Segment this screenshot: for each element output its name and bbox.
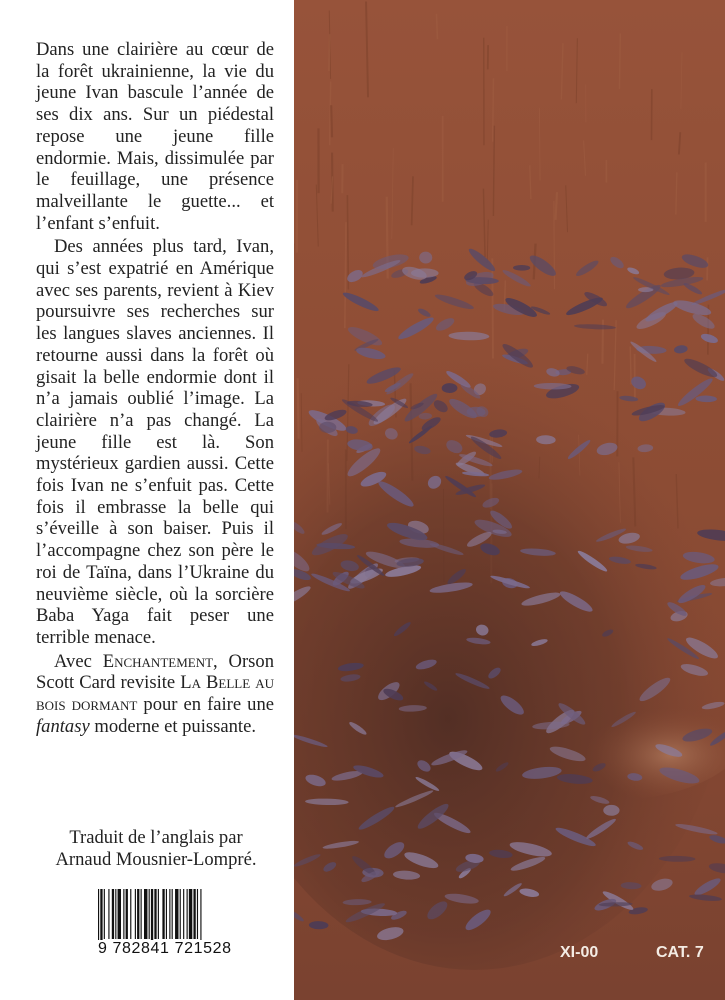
isbn-digits: 9 782841 721528	[96, 940, 258, 958]
blurb-p3-mid2: pour en faire une	[137, 694, 274, 716]
barcode-bar	[104, 889, 105, 939]
paint-streak	[493, 126, 494, 216]
barcode-bar	[187, 889, 188, 939]
blurb-paragraph-3	[36, 651, 274, 738]
translator-line-1: Traduit de l’anglais par	[69, 827, 243, 848]
paint-streak	[556, 192, 557, 220]
book-title: Enchantement	[102, 650, 214, 672]
paint-streak	[329, 34, 330, 71]
barcode-bar	[149, 889, 150, 939]
barcode-bar	[193, 889, 195, 939]
paint-streak	[436, 14, 437, 39]
barcode-bars	[96, 889, 254, 945]
barcode-bar	[151, 889, 153, 945]
blurb-p3-prefix: Avec	[54, 650, 103, 672]
paint-streak	[493, 78, 494, 141]
barcode-bar	[175, 889, 178, 939]
barcode-bar	[162, 889, 164, 939]
barcode-bar	[183, 889, 184, 939]
blurb-p3-mid1: , Orson Scott Card revisite	[36, 650, 275, 694]
cover-painting	[294, 0, 725, 1000]
paint-streak	[619, 33, 620, 89]
barcode-bar	[118, 889, 121, 939]
paint-streak	[539, 108, 540, 181]
barcode-bar	[197, 889, 198, 939]
barcode-bar	[108, 889, 109, 939]
barcode-bar	[141, 889, 142, 939]
blurb-paragraph-2: Des années plus tard, Ivan, qui s’est expatrié en Amérique avec ses parents, revient à Kiev poursuivre ses recherches sur les langues slaves anciennes. Il retourne aussi dans la forêt où gisait la belle endormie dont il n’a jamais oublié l’image. La clairière n’a pas changé. La jeune fille est là. Son mystérieux gardien aussi. Cette fois Ivan ne s’enfuit pas. Cette fois il embrasse la belle qui s’éveille à son baiser. Puis il l’accompagne chez son père le roi de Taïna, dans l’Ukraine du neuvième siècle, où la sorcière Baba Yaga fait peser une terrible menace.	[36, 236, 274, 648]
painting-artwork	[294, 0, 725, 1000]
translator-credit	[36, 827, 276, 871]
barcode-bar	[98, 889, 99, 945]
blurb-paragraph-1: Dans une clairière au cœur de la forêt ukrainienne, la vie du jeune Ivan bascule l’année de ses dix ans. Sur un piédestal repose une jeune fille endormie. Mais, dissimulée par le feuillage, une présence malveillante le guette... et l’enfant s’enfuit.	[36, 39, 274, 234]
genre-word: fantasy	[36, 715, 90, 737]
barcode-bar	[123, 889, 124, 939]
barcode-bar	[130, 889, 131, 939]
paint-streak	[331, 105, 332, 137]
barcode-bar	[100, 889, 102, 945]
blurb-p3-suffix: moderne et puissante.	[89, 715, 256, 737]
paint-streak	[347, 195, 348, 289]
barcode-bar	[112, 889, 114, 939]
barcode-bar	[169, 889, 170, 939]
barcode-bar	[135, 889, 136, 939]
barcode-bar	[158, 889, 159, 939]
barcode-bar	[189, 889, 192, 939]
category-code: CAT. 7	[656, 944, 704, 961]
leaf-stroke	[513, 265, 530, 271]
barcode-bar	[180, 889, 181, 939]
series-code: XI-00	[560, 944, 599, 961]
barcode-bar	[144, 889, 147, 939]
barcode-bar	[166, 889, 167, 939]
fairy-tale-title: La Belle au bois dormant	[36, 672, 274, 716]
barcode-bar	[137, 889, 139, 939]
barcode-bar	[126, 889, 128, 939]
barcode-bar	[172, 889, 173, 939]
barcode-bar	[200, 889, 201, 945]
translator-line-2: Arnaud Mousnier-Lompré.	[55, 849, 257, 870]
synopsis-blurb	[36, 39, 274, 740]
paint-streak	[554, 201, 555, 289]
back-cover-text-panel	[0, 0, 294, 1000]
barcode-bar	[154, 889, 156, 939]
barcode-bar	[115, 889, 116, 939]
